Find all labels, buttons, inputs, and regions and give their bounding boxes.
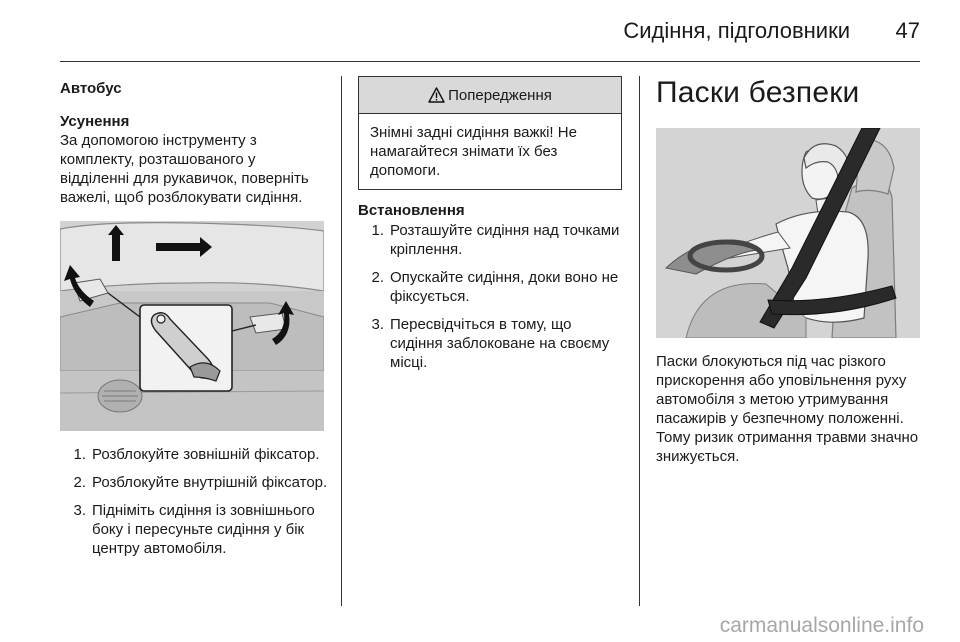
- section-title-bus: Автобус: [60, 80, 122, 97]
- subsection-title-installation: Встановлення: [358, 202, 465, 219]
- header-rule: [60, 61, 920, 62]
- removal-step: [60, 445, 328, 464]
- column-left: [60, 79, 328, 567]
- column-right: [656, 76, 920, 466]
- installation-step: [358, 315, 622, 372]
- removal-steps: [60, 445, 328, 558]
- seat-release-illustration: [60, 221, 324, 431]
- step-text: Розблокуйте внутрішній фіксатор.: [92, 474, 328, 491]
- step-text: Пересвідчіться в тому, що сидіння заблоковане на своєму місці.: [390, 316, 610, 371]
- warning-title: Попередження: [448, 86, 552, 104]
- removal-paragraph: За допомогою інструменту з комплекту, розташованого у відділенні для рукавичок, поверніть важелі, щоб розблокувати сидіння.: [60, 132, 309, 206]
- page-number: 47: [895, 18, 920, 43]
- subsection-title-removal: Усунення: [60, 113, 130, 130]
- installation-step: [358, 221, 622, 259]
- step-number: 2.: [73, 474, 86, 491]
- installation-step: [358, 268, 622, 306]
- removal-step: [60, 501, 328, 558]
- removal-step: [60, 473, 328, 492]
- column-divider-left: [341, 76, 342, 606]
- warning-box: [358, 76, 622, 190]
- step-number: 3.: [371, 316, 384, 333]
- installation-steps: [358, 221, 622, 372]
- seat-release-drawing: [60, 221, 324, 431]
- watermark: carmanualsonline.info: [719, 614, 924, 637]
- step-text: Підніміть сидіння із зовнішнього боку і пересуньте сидіння у бік центру автомобіля.: [92, 502, 315, 557]
- step-number: 1.: [371, 222, 384, 239]
- step-text: Опускайте сидіння, доки воно не фіксується.: [390, 269, 619, 305]
- step-number: 3.: [73, 502, 86, 519]
- section-title-seat-belts: Паски безпеки: [656, 76, 860, 109]
- seat-belt-illustration: [656, 128, 920, 338]
- running-header-title: Сидіння, підголовники: [623, 18, 850, 43]
- step-text: Розташуйте сидіння над точками кріплення.: [390, 222, 620, 258]
- warning-header: [359, 77, 621, 114]
- step-number: 2.: [371, 269, 384, 286]
- seat-belt-paragraph: Паски блокуються під час різкого прискорення або уповільнення руху автомобіля з метою утримування пасажирів у безпечному положенні. Тому ризик отримання травми значно знижується.: [656, 353, 919, 465]
- column-middle: [358, 76, 622, 381]
- column-divider-right: [639, 76, 640, 606]
- step-text: Розблокуйте зовнішній фіксатор.: [92, 446, 320, 463]
- warning-triangle-icon: [428, 87, 445, 103]
- step-number: 1.: [73, 446, 86, 463]
- warning-text: Знімні задні сидіння важкі! Не намагайтеся знімати їх без допомоги.: [370, 124, 577, 179]
- seat-belt-drawing: [656, 128, 920, 338]
